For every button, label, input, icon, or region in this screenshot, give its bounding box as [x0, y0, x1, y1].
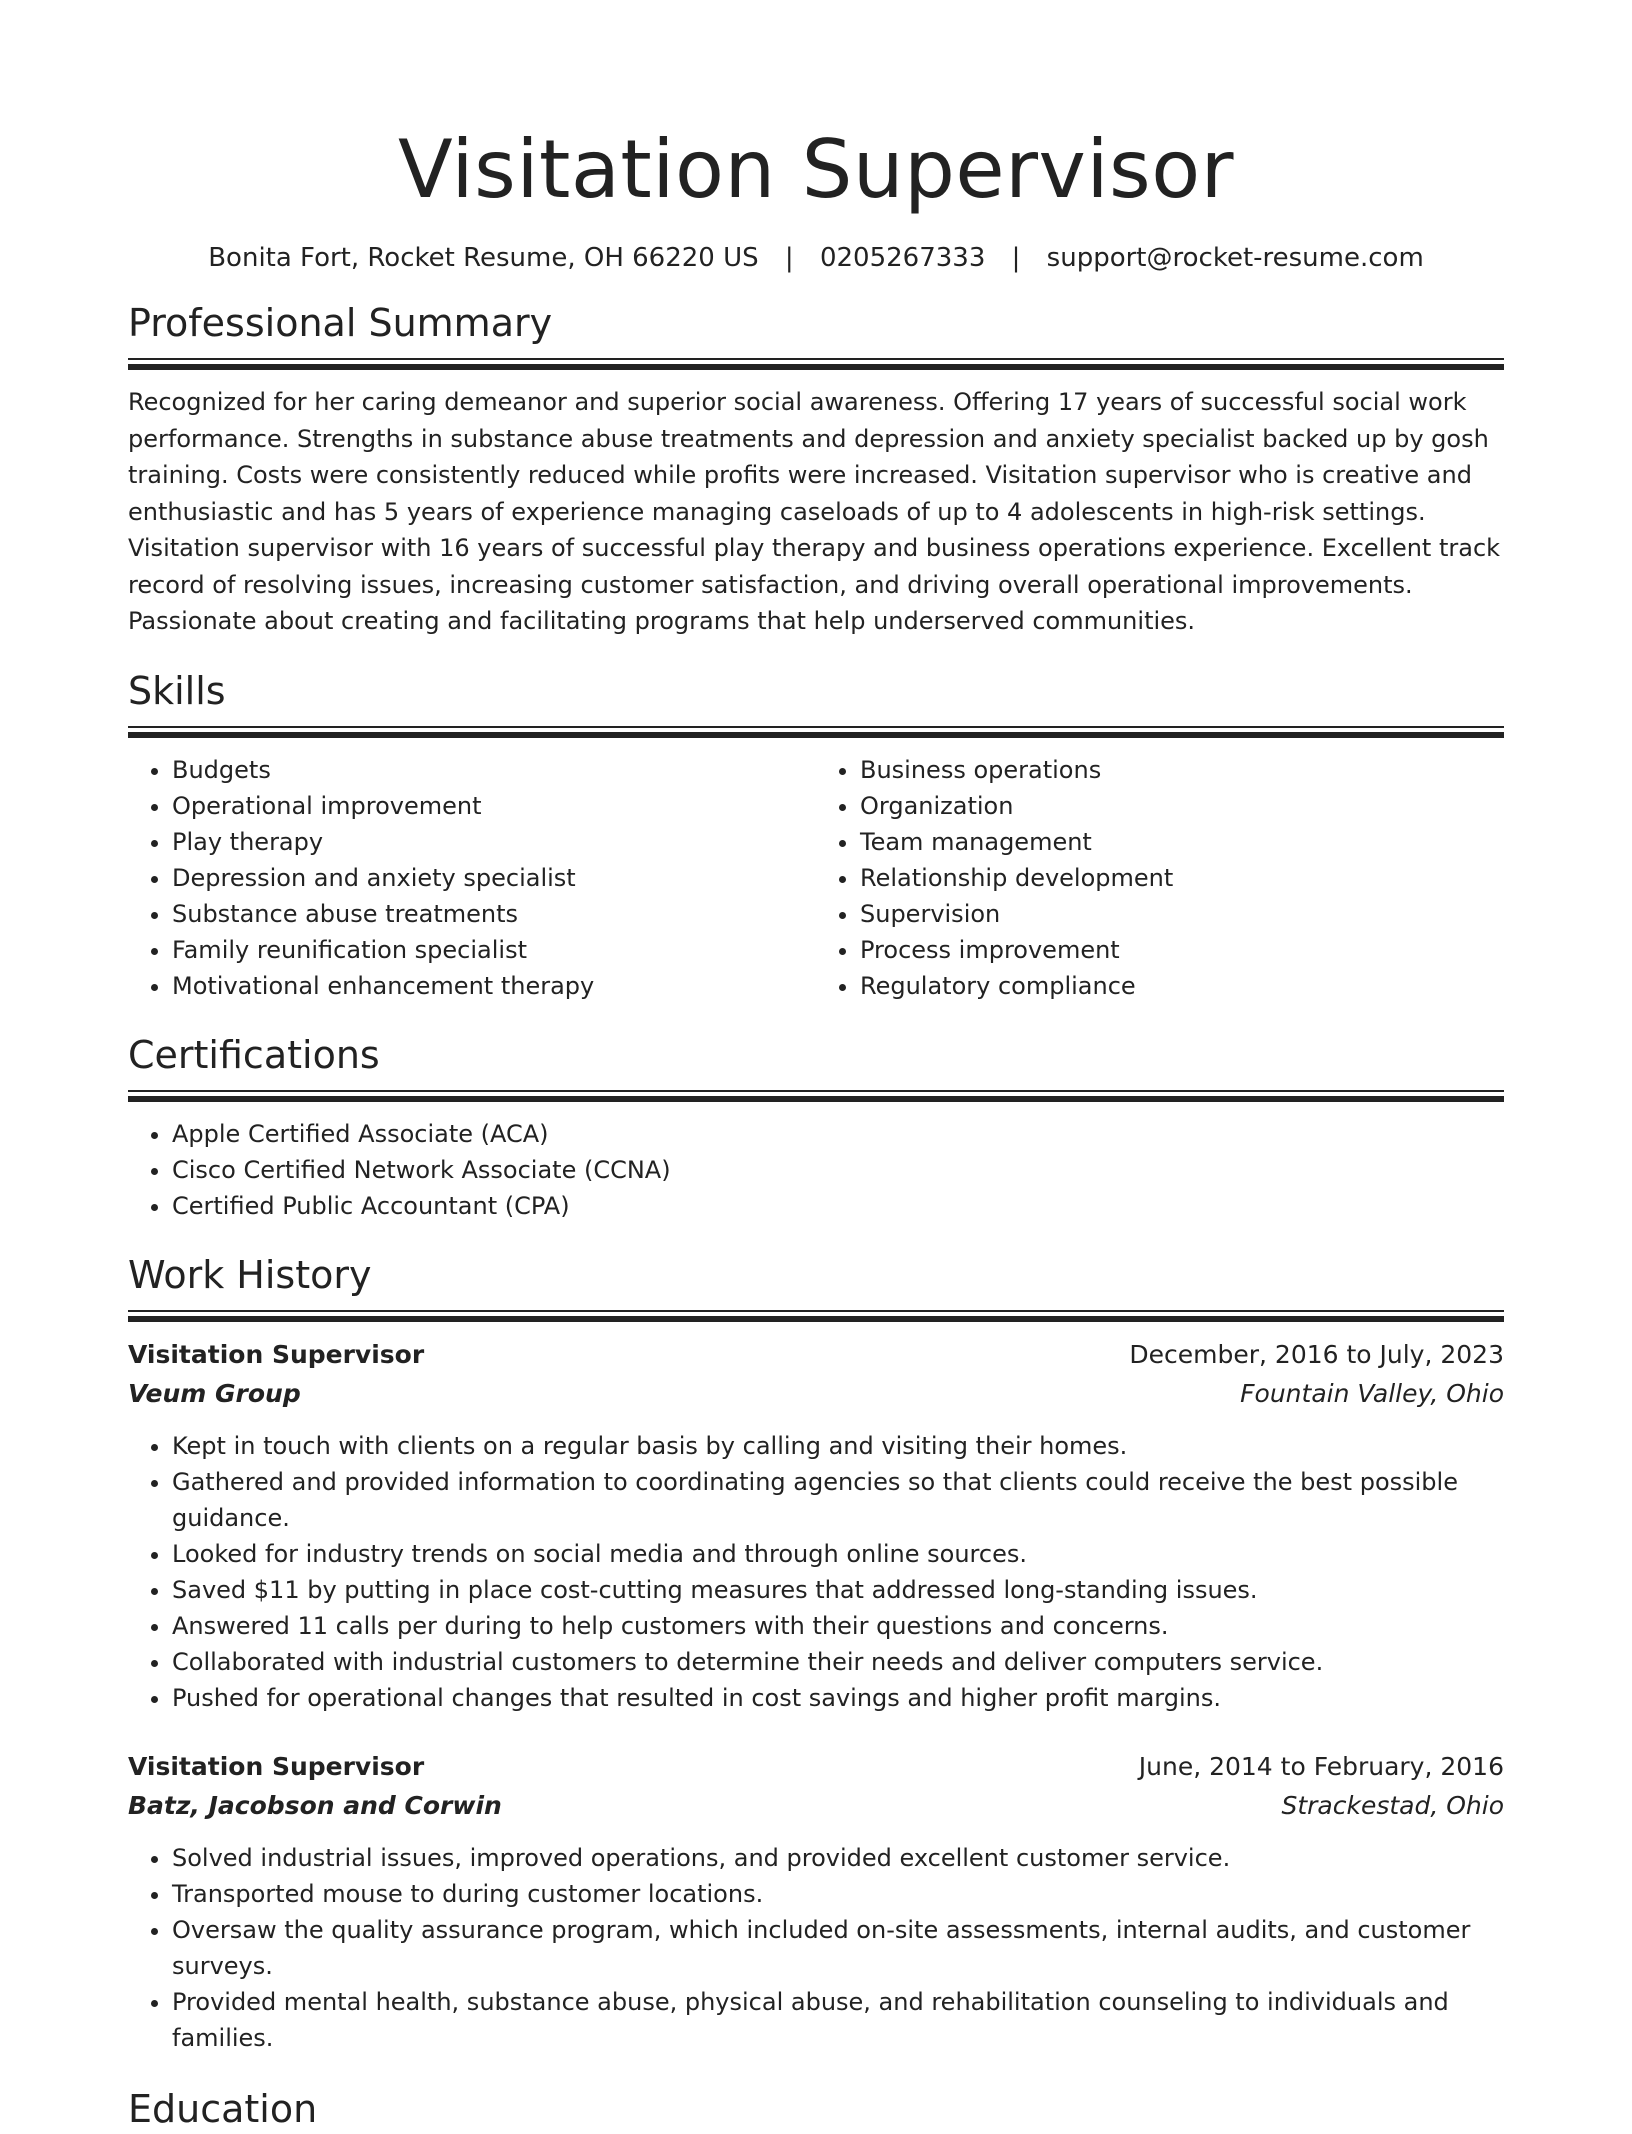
address: Bonita Fort, Rocket Resume, OH 66220 US — [208, 243, 759, 273]
job-location: Fountain Valley, Ohio — [1240, 1378, 1504, 1408]
skill-item: • Business operations — [860, 752, 1504, 788]
section-title: Work History — [128, 1252, 372, 1297]
company-name: Batz, Jacobson and Corwin — [128, 1790, 502, 1820]
job-header — [128, 1748, 1504, 1786]
skill-item: • Operational improvement — [172, 788, 816, 824]
job-bullet: • Saved $11 by putting in place cost-cutting measures that addressed long-standing issues. — [172, 1572, 1504, 1608]
skill-item: • Budgets — [172, 752, 816, 788]
skill-item: • Depression and anxiety specialist — [172, 860, 816, 896]
job-bullet: • Pushed for operational changes that resulted in cost savings and higher profit margins. — [172, 1680, 1504, 1716]
candidate-name: Visitation Supervisor — [397, 123, 1235, 216]
job-bullet: • Looked for industry trends on social media and through online sources. — [172, 1536, 1504, 1572]
job-bullets — [128, 1840, 1504, 2056]
job-bullet: • Kept in touch with clients on a regular basis by calling and visiting their homes. — [172, 1428, 1504, 1464]
skill-item: • Motivational enhancement therapy — [172, 968, 816, 1004]
summary-section — [128, 298, 1504, 640]
skills-section — [128, 666, 1504, 1004]
skill-item: • Team management — [860, 824, 1504, 860]
job-bullets — [128, 1428, 1504, 1716]
job-dates: December, 2016 to July, 2023 — [1129, 1339, 1504, 1369]
certification-item: • Certified Public Accountant (CPA) — [172, 1188, 1504, 1224]
job-header — [128, 1336, 1504, 1374]
job-location: Strackestad, Ohio — [1281, 1790, 1504, 1820]
skill-item: • Relationship development — [860, 860, 1504, 896]
job-title: Visitation Supervisor — [128, 1751, 425, 1781]
job-subheader — [128, 1786, 1504, 1826]
work-history-section — [128, 1250, 1504, 2056]
job-bullet: • Transported mouse to during customer locations. — [172, 1876, 1504, 1912]
education-section — [128, 2084, 1504, 2134]
job-dates: June, 2014 to February, 2016 — [1138, 1751, 1504, 1781]
skill-item: • Substance abuse treatments — [172, 896, 816, 932]
skill-item: • Organization — [860, 788, 1504, 824]
certification-item: • Apple Certified Associate (ACA) — [172, 1116, 1504, 1152]
skills-left-list — [128, 752, 816, 1004]
job-bullet: • Provided mental health, substance abuse, physical abuse, and rehabilitation counseling to individuals and families. — [172, 1984, 1504, 2056]
certifications-section — [128, 1030, 1504, 1224]
job-subheader — [128, 1374, 1504, 1414]
email: support@rocket-resume.com — [1046, 243, 1424, 273]
section-title: Skills — [128, 668, 226, 713]
contact-line — [128, 240, 1504, 276]
skill-item: • Regulatory compliance — [860, 968, 1504, 1004]
section-divider — [128, 726, 1504, 738]
separator: | — [784, 243, 794, 273]
job-bullet: • Gathered and provided information to coordinating agencies so that clients could receive the best possible guidance. — [172, 1464, 1504, 1536]
company-name: Veum Group — [128, 1378, 301, 1408]
job-bullet: • Solved industrial issues, improved operations, and provided excellent customer service. — [172, 1840, 1504, 1876]
job-bullet: • Answered 11 calls per during to help customers with their questions and concerns. — [172, 1608, 1504, 1644]
job-bullet: • Collaborated with industrial customers to determine their needs and deliver computers service. — [172, 1644, 1504, 1680]
skills-columns — [128, 752, 1504, 1004]
job-entry — [128, 1336, 1504, 1716]
section-title: Education — [128, 2086, 318, 2131]
skill-item: • Process improvement — [860, 932, 1504, 968]
section-divider — [128, 1310, 1504, 1322]
section-divider — [128, 1090, 1504, 1102]
section-title: Professional Summary — [128, 301, 553, 345]
separator: | — [1011, 243, 1021, 273]
phone: 0205267333 — [819, 243, 986, 273]
job-bullet: • Oversaw the quality assurance program, which included on-site assessments, internal audits, and customer surveys. — [172, 1912, 1504, 1984]
certification-item: • Cisco Certified Network Associate (CCNA) — [172, 1152, 1504, 1188]
skill-item: • Family reunification specialist — [172, 932, 816, 968]
section-divider — [128, 358, 1504, 370]
section-title: Certifications — [128, 1032, 380, 1077]
skill-item: • Supervision — [860, 896, 1504, 932]
skill-item: • Play therapy — [172, 824, 816, 860]
job-entry — [128, 1748, 1504, 2056]
summary-text: Recognized for her caring demeanor and superior social awareness. Offering 17 years of successful social work performance. Strengths in substance abuse treatments and depression and anxiety specialist backed up by gosh training. Costs were consistently reduced while profits were increased. Visitation supervisor who is creative and enthusiastic and has 5 years of experience managing caseloads of up to 4 adolescents in high-risk settings. Visitation supervisor with 16 years of successful play therapy and business operations experience. Excellent track record of resolving issues, increasing customer satisfaction, and driving overall operational improvements. Passionate about creating and facilitating programs that help underserved communities. — [128, 388, 1501, 635]
skills-right-list — [816, 752, 1504, 1004]
certifications-list — [128, 1116, 1504, 1224]
job-title: Visitation Supervisor — [128, 1339, 425, 1369]
